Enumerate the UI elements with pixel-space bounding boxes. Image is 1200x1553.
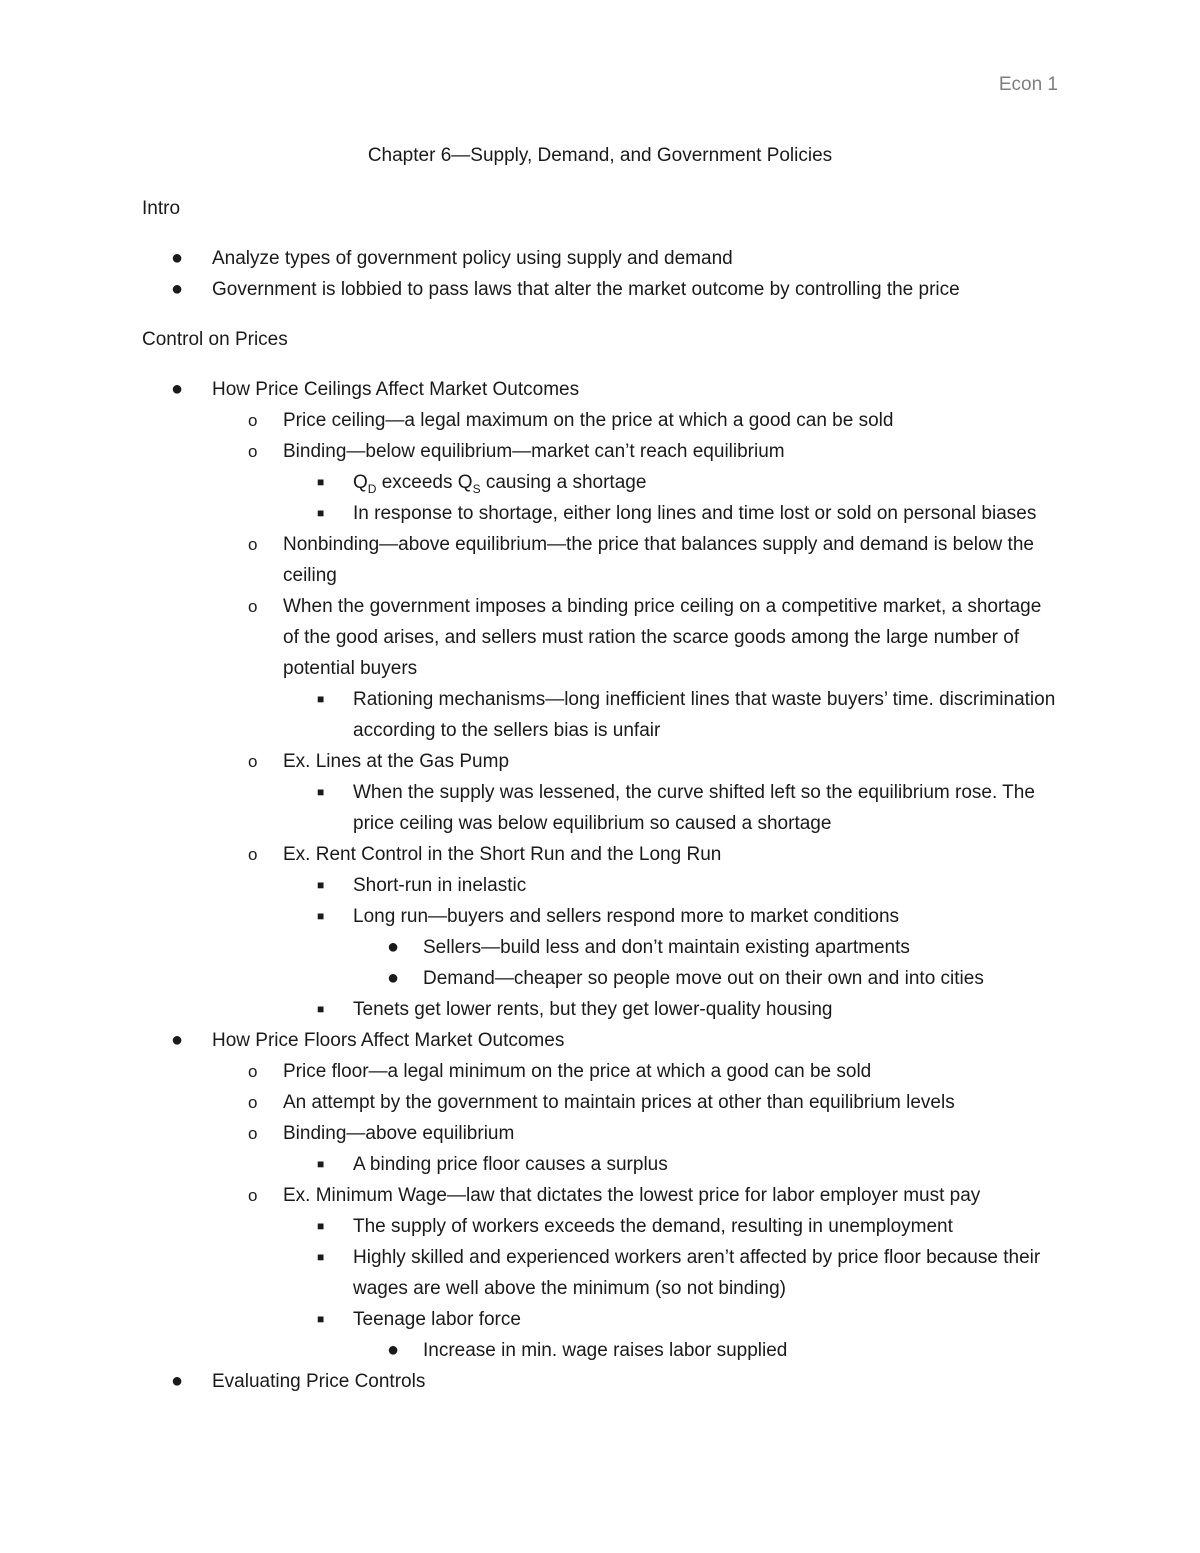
bullet-square-icon: ■: [317, 878, 325, 892]
list-item: ■ Tenets get lower rents, but they get lower-quality housing: [142, 994, 1058, 1025]
bullet-square-icon: ■: [317, 1312, 325, 1326]
list-item: o Ex. Minimum Wage—law that dictates the lowest price for labor employer must pay: [142, 1180, 1058, 1211]
bullet-square-icon: ■: [317, 692, 325, 706]
list-item: ■ Rationing mechanisms—long inefficient lines that waste buyers’ time. discrimination according to the sellers bias is unfair: [142, 684, 1058, 746]
bullet-disc-icon: ●: [387, 967, 400, 989]
bullet-disc-icon: ●: [171, 1029, 184, 1051]
control-list: [142, 374, 1058, 1397]
bullet-circle-icon: o: [248, 1186, 258, 1205]
bullet-disc-icon: ●: [171, 278, 184, 300]
list-item: ■ $Q_D$ exceeds $Q_S$ causing a shortage: [142, 467, 1058, 498]
bullet-square-icon: ■: [317, 1250, 325, 1264]
list-item: ● How Price Floors Affect Market Outcomes: [142, 1025, 1058, 1056]
bullet-circle-icon: o: [248, 845, 258, 864]
bullet-circle-icon: o: [248, 752, 258, 771]
bullet-circle-icon: o: [248, 1093, 258, 1112]
list-item: ● Increase in min. wage raises labor supplied: [142, 1335, 1058, 1366]
bullet-circle-icon: o: [248, 597, 258, 616]
bullet-square-icon: ■: [317, 475, 325, 489]
bullet-disc-icon: ●: [171, 247, 184, 269]
bullet-square-icon: ■: [317, 1002, 325, 1016]
list-item: o Ex. Rent Control in the Short Run and the Long Run: [142, 839, 1058, 870]
bullet-disc-icon: ●: [171, 1370, 184, 1392]
bullet-square-icon: ■: [317, 1157, 325, 1171]
list-item: o Price ceiling—a legal maximum on the price at which a good can be sold: [142, 405, 1058, 436]
bullet-circle-icon: o: [248, 535, 258, 554]
list-item: ■ The supply of workers exceeds the demand, resulting in unemployment: [142, 1211, 1058, 1242]
bullet-disc-icon: ●: [387, 1339, 400, 1361]
bullet-circle-icon: o: [248, 411, 258, 430]
list-item: o Nonbinding—above equilibrium—the price that balances supply and demand is below the ceiling: [142, 529, 1058, 591]
list-item: ■ When the supply was lessened, the curve shifted left so the equilibrium rose. The price ceiling was below equilibrium so caused a shortage: [142, 777, 1058, 839]
bullet-square-icon: ■: [317, 1219, 325, 1233]
bullet-square-icon: ■: [317, 785, 325, 799]
list-item: ■ Teenage labor force: [142, 1304, 1058, 1335]
intro-list: [142, 243, 1058, 305]
list-item: ■ In response to shortage, either long lines and time lost or sold on personal biases: [142, 498, 1058, 529]
document-body: [142, 193, 1058, 1397]
list-item: o Ex. Lines at the Gas Pump: [142, 746, 1058, 777]
bullet-disc-icon: ●: [387, 936, 400, 958]
list-item: ● Demand—cheaper so people move out on their own and into cities: [142, 963, 1058, 994]
document-title: Chapter 6—Supply, Demand, and Government Policies: [367, 145, 833, 166]
list-item: o Price floor—a legal minimum on the price at which a good can be sold: [142, 1056, 1058, 1087]
section-heading-intro: Intro: [142, 198, 181, 219]
section-heading-control: Control on Prices: [142, 329, 288, 350]
bullet-circle-icon: o: [248, 442, 258, 461]
list-item: ■ A binding price floor causes a surplus: [142, 1149, 1058, 1180]
list-item: ● Analyze types of government policy using supply and demand: [142, 243, 1058, 274]
bullet-circle-icon: o: [248, 1124, 258, 1143]
list-item: o Binding—below equilibrium—market can’t reach equilibrium: [142, 436, 1058, 467]
list-item: ■ Short-run in inelastic: [142, 870, 1058, 901]
list-item: o An attempt by the government to maintain prices at other than equilibrium levels: [142, 1087, 1058, 1118]
bullet-disc-icon: ●: [171, 378, 184, 400]
list-item: ■ Highly skilled and experienced workers aren’t affected by price floor because their wages are well above the minimum (so not binding): [142, 1242, 1058, 1304]
page-header: Econ 1: [998, 74, 1058, 95]
list-item: ■ Long run—buyers and sellers respond more to market conditions: [142, 901, 1058, 932]
list-item: o Binding—above equilibrium: [142, 1118, 1058, 1149]
bullet-square-icon: ■: [317, 909, 325, 923]
list-item: ● How Price Ceilings Affect Market Outcomes: [142, 374, 1058, 405]
bullet-circle-icon: o: [248, 1062, 258, 1081]
list-item: ● Evaluating Price Controls: [142, 1366, 1058, 1397]
bullet-square-icon: ■: [317, 506, 325, 520]
list-item: o When the government imposes a binding price ceiling on a competitive market, a shortage of the good arises, and sellers must ration the scarce goods among the large number of potential buyers: [142, 591, 1058, 684]
list-item: ● Sellers—build less and don’t maintain existing apartments: [142, 932, 1058, 963]
list-item: ● Government is lobbied to pass laws that alter the market outcome by controlling the price: [142, 274, 1058, 305]
